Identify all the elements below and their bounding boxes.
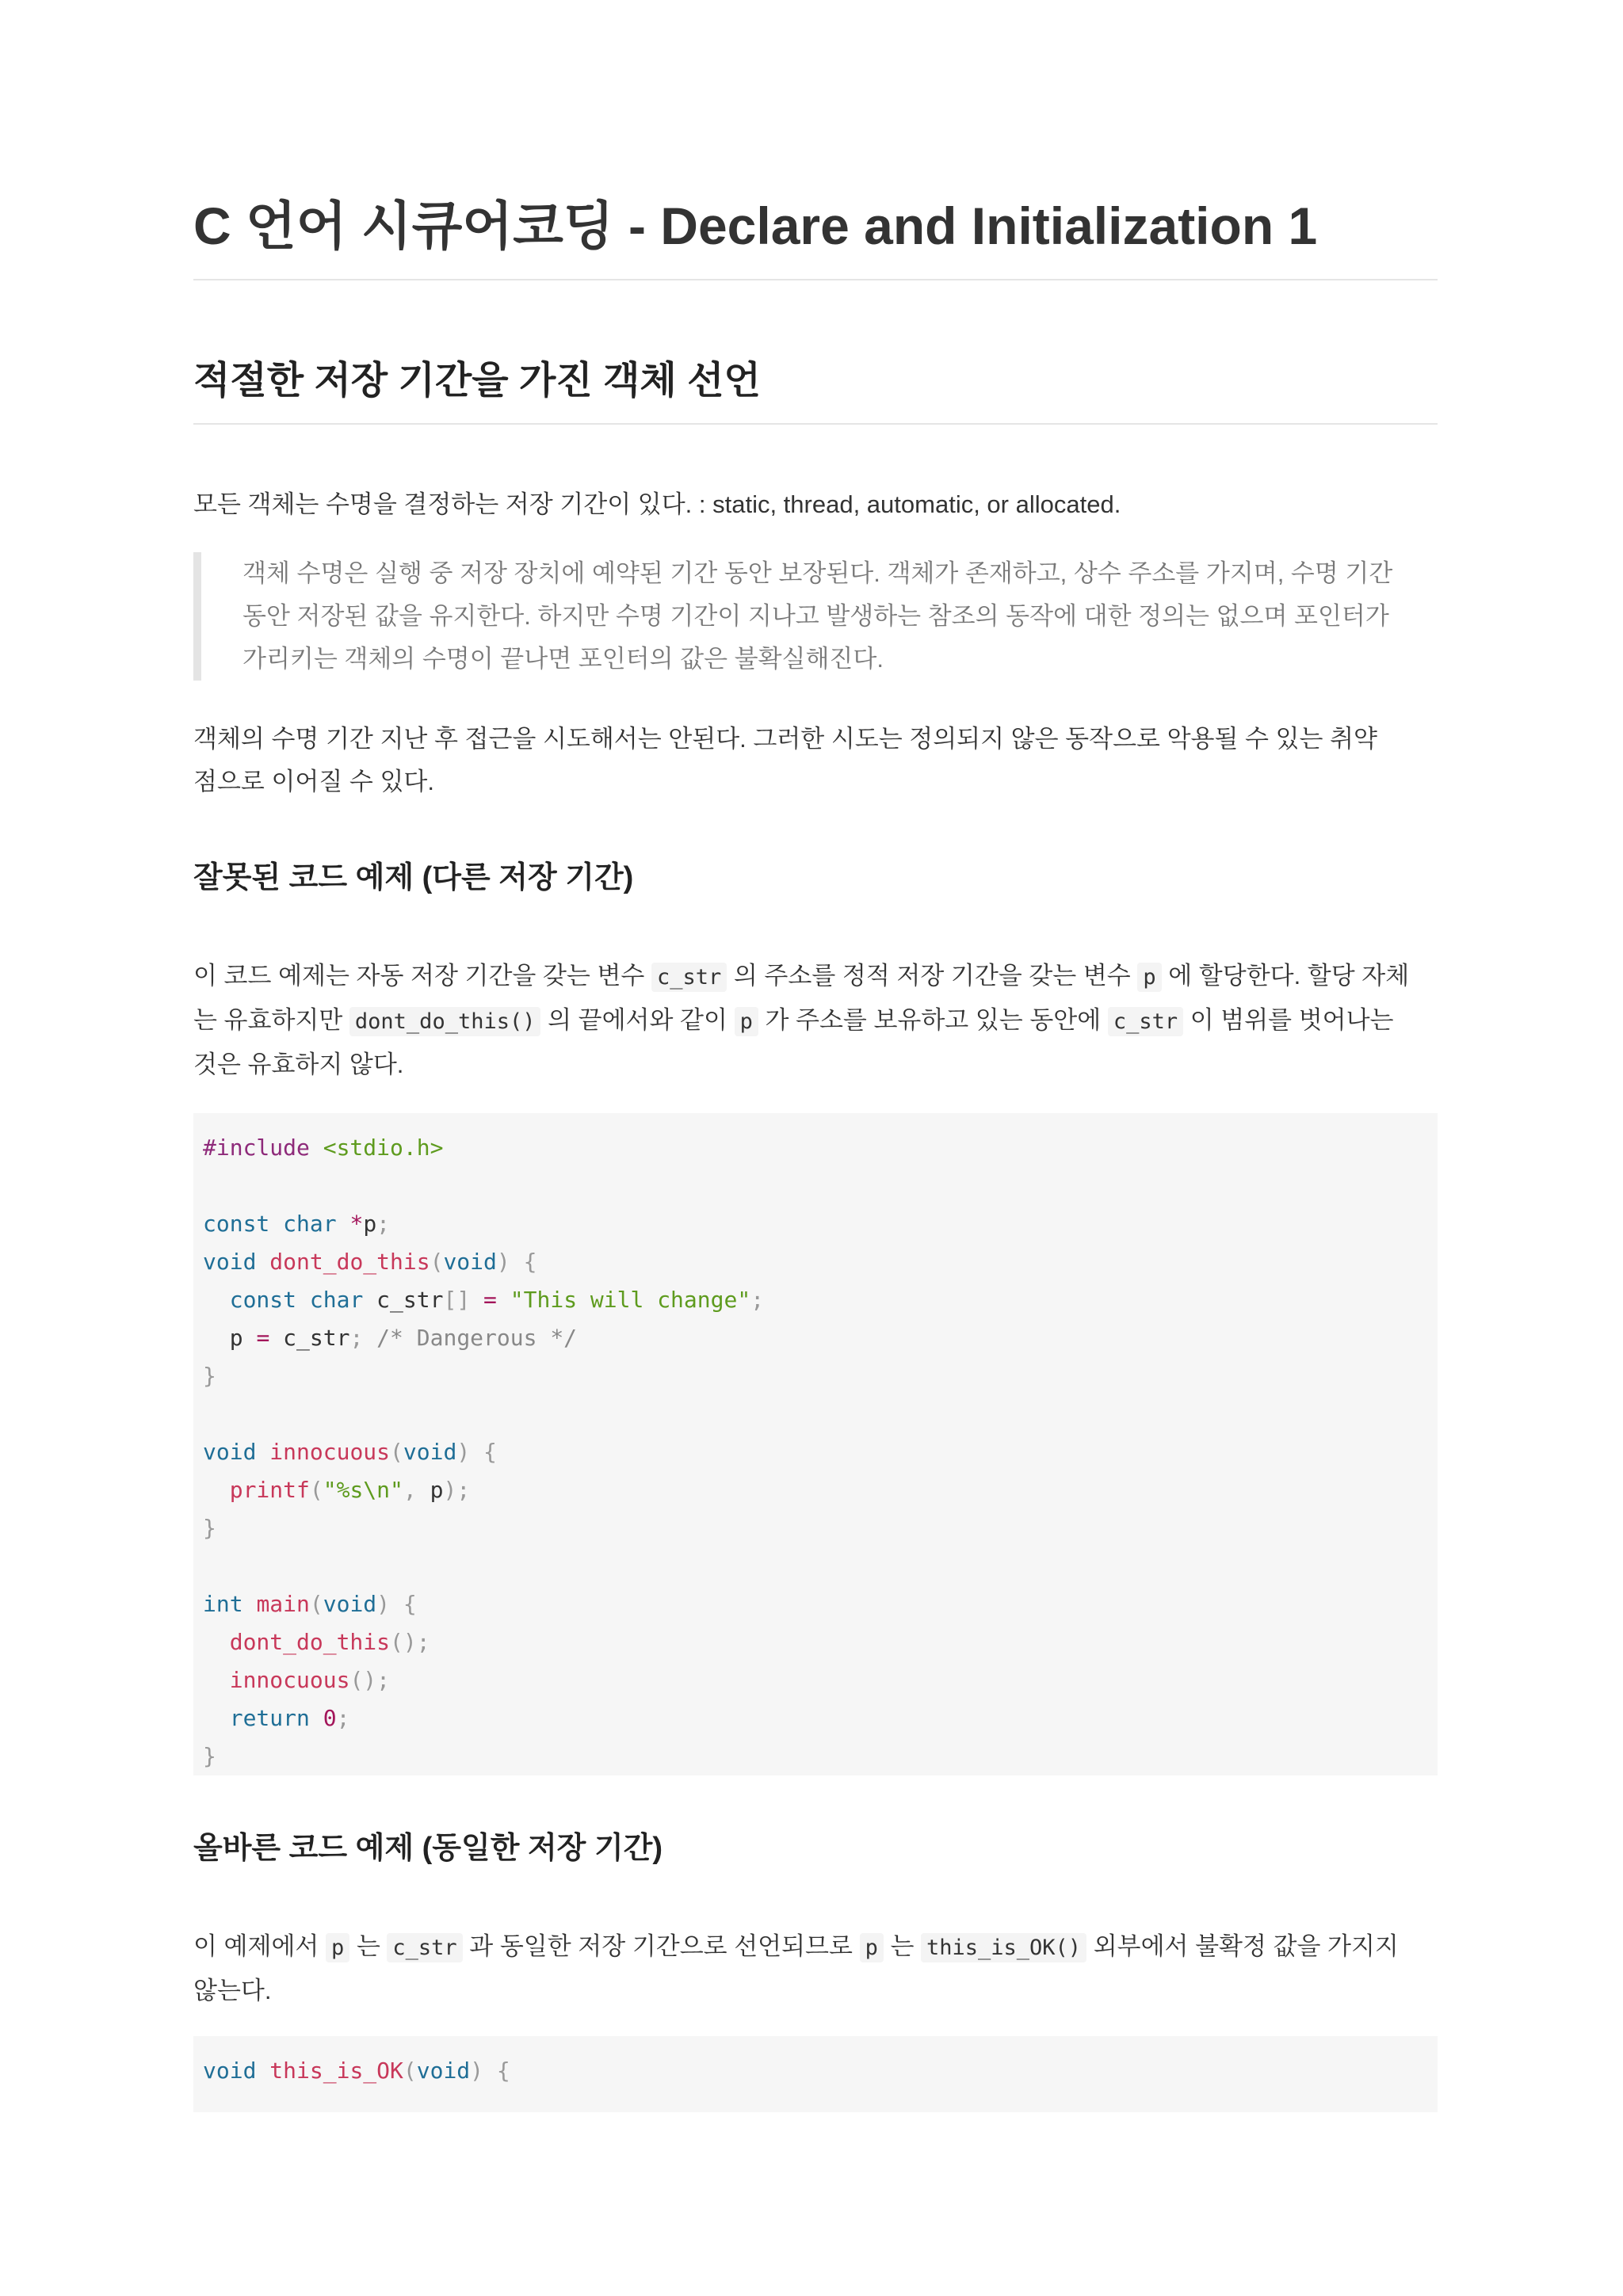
text: 가 주소를 보유하고 있는 동안에 bbox=[758, 1006, 1108, 1034]
code-token: this_is_OK bbox=[269, 2058, 403, 2084]
code-token: const bbox=[229, 1287, 297, 1313]
section-heading: 적절한 저장 기간을 가진 객체 선언 bbox=[193, 355, 1438, 425]
code-token: main bbox=[256, 1591, 310, 1617]
inline-code: c_str bbox=[651, 963, 727, 992]
code-token: void bbox=[203, 2058, 257, 2084]
text: 외부에서 불확정 값을 가지지 bbox=[1086, 1932, 1399, 1960]
quote-line-3: 가리키는 객체의 수명이 끝나면 포인터의 값은 불확실해진다. bbox=[242, 645, 884, 673]
code-token: char bbox=[309, 1287, 364, 1313]
code-token: p bbox=[229, 1325, 243, 1351]
text: 것은 유효하지 않다. bbox=[193, 1051, 404, 1078]
good-code-block: void this_is_OK(void) { bbox=[193, 2036, 1438, 2112]
intro-paragraph: 모든 객체는 수명을 결정하는 저장 기간이 있다. : static, thread, automatic, or allocated. bbox=[193, 490, 1121, 518]
code-token: " bbox=[323, 1477, 337, 1503]
lifetime-quote bbox=[193, 552, 1438, 681]
text: 이 코드 예제는 자동 저장 기간을 갖는 변수 bbox=[193, 962, 651, 990]
code-token: p bbox=[363, 1211, 377, 1237]
good-example-description bbox=[193, 1925, 1438, 2012]
inline-code: dont_do_this() bbox=[349, 1007, 541, 1036]
quote-line-1: 객체 수명은 실행 중 저장 장치에 예약된 기간 동안 보장된다. 객체가 존재하고, 상수 주소를 가지며, 수명 기간 bbox=[242, 559, 1393, 587]
code-token: innocuous bbox=[269, 1439, 391, 1465]
code-token: " bbox=[390, 1477, 403, 1503]
code-token: void bbox=[203, 1249, 257, 1275]
text: 않는다. bbox=[193, 1977, 272, 2004]
text: 의 주소를 정적 저장 기간을 갖는 변수 bbox=[727, 962, 1138, 990]
text: 의 끝에서와 같이 bbox=[540, 1006, 735, 1034]
bad-example-heading: 잘못된 코드 예제 (다른 저장 기간) bbox=[193, 861, 634, 894]
code-token: void bbox=[416, 2058, 471, 2084]
code-token: "This will change" bbox=[510, 1287, 751, 1313]
code-token: #include bbox=[203, 1135, 310, 1161]
inline-code: p bbox=[1137, 963, 1161, 992]
code-token: return bbox=[229, 1705, 310, 1731]
code-token: %s\n bbox=[336, 1477, 391, 1503]
text: 에 할당한다. 할당 자체 bbox=[1161, 962, 1410, 990]
inline-code: p bbox=[326, 1933, 349, 1962]
quote-line-2: 동안 저장된 값을 유지한다. 하지만 수명 기간이 지나고 발생하는 참조의 동작에 대한 정의는 없으며 포인터가 bbox=[242, 602, 1389, 630]
text: 과 동일한 저장 기간으로 선언되므로 bbox=[462, 1932, 860, 1960]
text: 는 bbox=[349, 1932, 388, 1960]
code-token: void bbox=[323, 1591, 377, 1617]
code-token: char bbox=[283, 1211, 337, 1237]
code-token: 0 bbox=[323, 1705, 337, 1731]
inline-code: c_str bbox=[1108, 1007, 1183, 1036]
inline-code: this_is_OK() bbox=[921, 1933, 1086, 1962]
warning-line-1: 객체의 수명 기간 지난 후 접근을 시도해서는 안된다. 그러한 시도는 정의되지 않은 동작으로 악용될 수 있는 취약 bbox=[193, 725, 1377, 753]
inline-code: p bbox=[860, 1933, 884, 1962]
code-token: printf bbox=[229, 1477, 310, 1503]
code-token: dont_do_this bbox=[229, 1629, 391, 1655]
good-example-heading: 올바른 코드 예제 (동일한 저장 기간) bbox=[193, 1832, 663, 1865]
code-token: p bbox=[430, 1477, 444, 1503]
code-token: * bbox=[349, 1211, 364, 1237]
code-token: void bbox=[203, 1439, 257, 1465]
warning-paragraph bbox=[193, 718, 1438, 803]
page-title: C 언어 시큐어코딩 - Declare and Initialization 1 bbox=[193, 190, 1438, 280]
warning-line-2: 점으로 이어질 수 있다. bbox=[193, 768, 434, 795]
inline-code: p bbox=[735, 1007, 758, 1036]
code-token: int bbox=[203, 1591, 243, 1617]
code-token: c_str bbox=[283, 1325, 350, 1351]
code-token: <stdio.h> bbox=[323, 1135, 444, 1161]
inline-code: c_str bbox=[387, 1933, 462, 1962]
code-token: void bbox=[403, 1439, 457, 1465]
code-token: void bbox=[443, 1249, 497, 1275]
code-token: dont_do_this bbox=[269, 1249, 430, 1275]
bad-code-block: #include <stdio.h> const char *p; void dont_do_this(void) { const char c_str[] = "This will change"; p = c_str; /* Dangerous */ } void innocuous(void) { printf("%s\n", p); } int main(void) { dont_do_this(); innocuous(); return 0; } bbox=[193, 1113, 1438, 1775]
text: 는 유효하지만 bbox=[193, 1006, 349, 1034]
text: 는 bbox=[883, 1932, 921, 1960]
text: 이 예제에서 bbox=[193, 1932, 326, 1960]
code-token: /* Dangerous */ bbox=[376, 1325, 578, 1351]
code-token: const bbox=[203, 1211, 270, 1237]
text: 이 범위를 벗어나는 bbox=[1183, 1006, 1394, 1034]
bad-example-description bbox=[193, 955, 1438, 1086]
code-token: innocuous bbox=[229, 1667, 350, 1693]
code-token: c_str bbox=[376, 1287, 444, 1313]
